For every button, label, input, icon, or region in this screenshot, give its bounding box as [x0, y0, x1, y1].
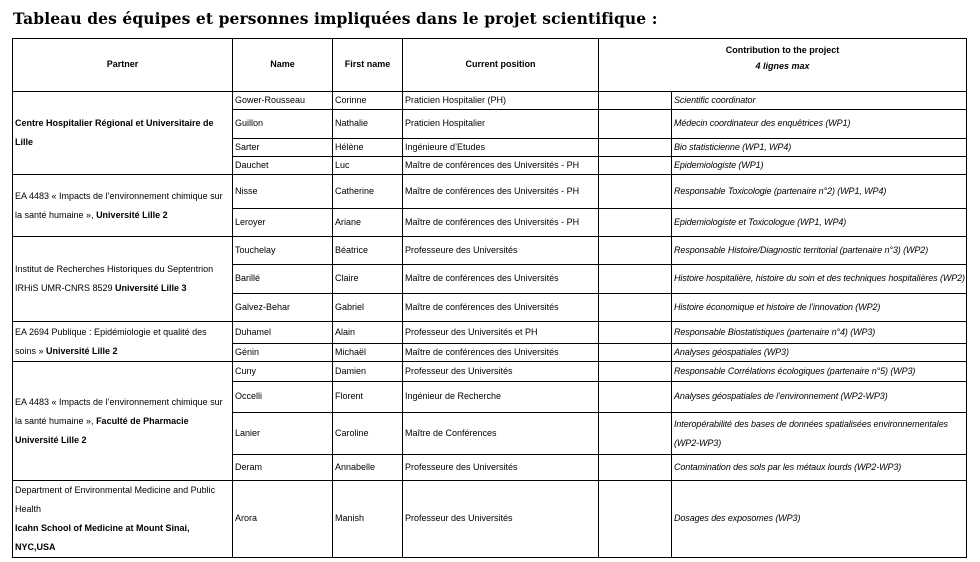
partner-text: Faculté de Pharmacie Université Lille 2 — [15, 415, 189, 445]
partner-text: EA 4483 « Impacts de l’environnement chimique sur la santé humaine », — [15, 396, 223, 426]
person-contribution: Analyses géospatiales de l’environnement (WP2-WP3) — [672, 382, 967, 413]
person-position: Professeur des Universités et PH — [403, 322, 599, 344]
partner-text: Université Lille 2 — [96, 209, 168, 220]
person-name: Galvez-Behar — [233, 294, 333, 322]
person-position: Maître de conférences des Universités - PH — [403, 175, 599, 209]
empty-cell — [599, 139, 672, 157]
person-name: Dauchet — [233, 157, 333, 175]
person-first-name: Annabelle — [333, 455, 403, 481]
header-contribution-label: Contribution to the project — [725, 45, 840, 55]
person-first-name: Caroline — [333, 413, 403, 455]
person-name: Deram — [233, 455, 333, 481]
empty-cell — [599, 362, 672, 382]
partner-text: EA 4483 « Impacts de l’environnement chimique sur la santé humaine », — [15, 190, 223, 220]
empty-cell — [599, 455, 672, 481]
person-name: Génin — [233, 344, 333, 362]
header-contribution — [599, 39, 967, 92]
empty-cell — [599, 322, 672, 344]
person-contribution: Responsable Toxicologie (partenaire n°2) (WP1, WP4) — [672, 175, 967, 209]
empty-cell — [599, 344, 672, 362]
person-first-name: Claire — [333, 265, 403, 294]
person-contribution: Bio statisticienne (WP1, WP4) — [672, 139, 967, 157]
person-position: Professeur des Universités — [403, 362, 599, 382]
person-contribution: Scientific coordinator — [672, 92, 967, 110]
header-partner: Partner — [13, 39, 233, 92]
partner-cell — [13, 237, 233, 322]
partner-cell — [13, 175, 233, 237]
person-first-name: Nathalie — [333, 110, 403, 139]
partner-text: Institut de Recherches Historiques du Septentrion IRHiS UMR-CNRS 8529 — [15, 264, 214, 293]
partner-text: EA 2694 Publique : Epidémiologie et qualité des soins » — [15, 326, 207, 356]
empty-cell — [599, 265, 672, 294]
person-name: Nisse — [233, 175, 333, 209]
empty-cell — [599, 481, 672, 558]
table-row — [13, 481, 967, 558]
partner-cell — [13, 92, 233, 175]
person-contribution: Histoire hospitalière, histoire du soin et des techniques hospitalières (WP2) — [672, 265, 967, 294]
header-current-position: Current position — [403, 39, 599, 92]
empty-cell — [599, 157, 672, 175]
person-position: Ingénieur de Recherche — [403, 382, 599, 413]
person-contribution: Analyses géospatiales (WP3) — [672, 344, 967, 362]
empty-cell — [599, 413, 672, 455]
person-position: Professeure des Universités — [403, 237, 599, 265]
table-row — [13, 175, 967, 209]
person-name: Cuny — [233, 362, 333, 382]
person-contribution: Epidemiologiste (WP1) — [672, 157, 967, 175]
empty-cell — [599, 110, 672, 139]
person-position: Ingénieure d’Etudes — [403, 139, 599, 157]
person-name: Guillon — [233, 110, 333, 139]
person-first-name: Damien — [333, 362, 403, 382]
table-row — [13, 362, 967, 382]
person-position: Maître de conférences des Universités — [403, 344, 599, 362]
person-contribution: Responsable Histoire/Diagnostic territorial (partenaire n°3) (WP2) — [672, 237, 967, 265]
person-name: Leroyer — [233, 209, 333, 237]
person-name: Duhamel — [233, 322, 333, 344]
teams-table — [12, 38, 967, 558]
person-name: Gower-Rousseau — [233, 92, 333, 110]
table-row — [13, 92, 967, 110]
person-first-name: Catherine — [333, 175, 403, 209]
person-name: Lanier — [233, 413, 333, 455]
person-contribution: Epidemiologiste et Toxicologue (WP1, WP4) — [672, 209, 967, 237]
person-first-name: Michaël — [333, 344, 403, 362]
partner-text: Department of Environmental Medicine and Public Health — [15, 485, 216, 514]
person-position: Maître de conférences des Universités - PH — [403, 157, 599, 175]
person-first-name: Florent — [333, 382, 403, 413]
table-body — [13, 92, 967, 558]
empty-cell — [599, 237, 672, 265]
person-position: Professeure des Universités — [403, 455, 599, 481]
person-position: Praticien Hospitalier (PH) — [403, 92, 599, 110]
partner-text: Université Lille 3 — [115, 283, 187, 293]
person-contribution: Interopérabilité des bases de données spatialisées environnementales (WP2-WP3) — [672, 413, 967, 455]
person-contribution: Responsable Corrélations écologiques (partenaire n°5) (WP3) — [672, 362, 967, 382]
partner-text: Centre Hospitalier Régional et Universitaire de Lille — [15, 118, 214, 147]
header-name: Name — [233, 39, 333, 92]
person-first-name: Manish — [333, 481, 403, 558]
empty-cell — [599, 382, 672, 413]
partner-cell — [13, 322, 233, 362]
partner-text: Icahn School of Medicine at Mount Sinai, NYC,USA — [15, 523, 190, 552]
partner-cell — [13, 362, 233, 481]
person-name: Arora — [233, 481, 333, 558]
person-first-name: Ariane — [333, 209, 403, 237]
empty-cell — [599, 209, 672, 237]
person-contribution: Histoire économique et histoire de l’innovation (WP2) — [672, 294, 967, 322]
table-header-row — [13, 39, 967, 92]
person-position: Praticien Hospitalier — [403, 110, 599, 139]
person-first-name: Béatrice — [333, 237, 403, 265]
person-first-name: Alain — [333, 322, 403, 344]
empty-cell — [599, 92, 672, 110]
person-first-name: Gabriel — [333, 294, 403, 322]
person-name: Sarter — [233, 139, 333, 157]
person-first-name: Luc — [333, 157, 403, 175]
empty-cell — [599, 294, 672, 322]
empty-cell — [599, 175, 672, 209]
table-row — [13, 237, 967, 265]
person-name: Barillé — [233, 265, 333, 294]
person-position: Maître de conférences des Universités — [403, 294, 599, 322]
partner-cell — [13, 481, 233, 558]
header-contribution-note: 4 lignes max — [755, 61, 810, 72]
person-first-name: Corinne — [333, 92, 403, 110]
page-title: Tableau des équipes et personnes impliquées dans le projet scientifique : — [13, 9, 658, 28]
header-first-name: First name — [333, 39, 403, 92]
person-name: Touchelay — [233, 237, 333, 265]
person-contribution: Contamination des sols par les métaux lourds (WP2-WP3) — [672, 455, 967, 481]
person-name: Occelli — [233, 382, 333, 413]
person-contribution: Dosages des exposomes (WP3) — [672, 481, 967, 558]
person-contribution: Responsable Biostatistiques (partenaire n°4) (WP3) — [672, 322, 967, 344]
person-position: Professeur des Universités — [403, 481, 599, 558]
person-position: Maître de conférences des Universités — [403, 265, 599, 294]
person-first-name: Hélène — [333, 139, 403, 157]
person-position: Maître de conférences des Universités - PH — [403, 209, 599, 237]
partner-text: Université Lille 2 — [46, 345, 118, 356]
person-contribution: Médecin coordinateur des enquêtrices (WP1) — [672, 110, 967, 139]
person-position: Maître de Conférences — [403, 413, 599, 455]
table-row — [13, 322, 967, 344]
